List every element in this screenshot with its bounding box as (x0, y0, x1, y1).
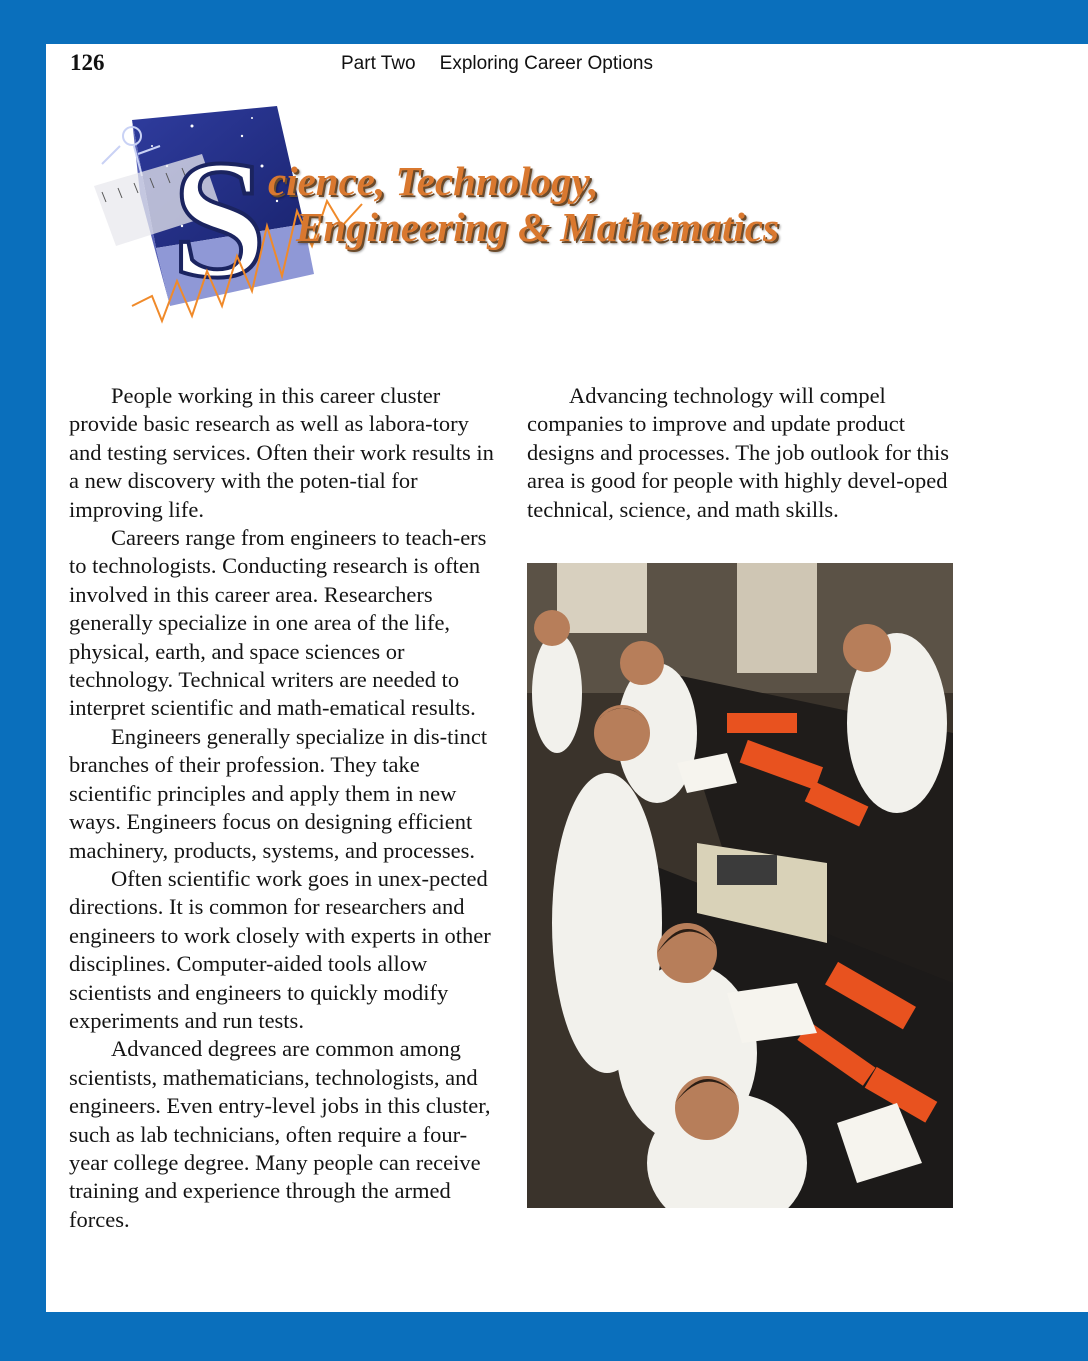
body-paragraph: Advancing technology will compel companies to improve and update product designs and processes. The job outlook for this area is good for people with highly devel-oped technical, science, and math skills. (527, 383, 950, 522)
left-column (69, 382, 501, 1234)
lab-photo (527, 563, 953, 1208)
chapter-title: Exploring Career Options (439, 53, 653, 74)
banner-title-line1: cience, Technology, (268, 158, 599, 204)
body-paragraph: People working in this career cluster provide basic research as well as labora-tory and testing services. Often their work results in a new discovery with the poten-tial for improving life. (69, 383, 494, 522)
body-paragraph: Engineers generally specialize in dis-tinct branches of their profession. They take scientific principles and apply them in new ways. Engineers focus on designing efficient machinery, products, systems, and processes. (69, 723, 488, 863)
body-paragraph: Often scientific work goes in unex-pected directions. It is common for researchers and engineers to work closely with experts in other disciplines. Computer-aided tools allow scientists and engineers to quickly modify experiments and run tests. (69, 865, 491, 1033)
page-header (46, 50, 1088, 78)
body-paragraph: Advanced degrees are common among scientists, mathematicians, technologists, and engineers. Even entry-level jobs in this cluster, such as lab technicians, often require a four-year college degree. Many people can receive training and experience through the armed forces. (69, 1036, 491, 1232)
part-label: Part Two (341, 53, 416, 74)
body-paragraph: Careers range from engineers to teach-ers to technologists. Conducting research is often involved in this career area. Researchers generally specialize in one area of the life, physical, earth, and space sciences or technology. Technical writers are needed to interpret scientific and math-ematical results. (69, 525, 487, 721)
page-number: 126 (70, 50, 105, 75)
page (46, 44, 1088, 1312)
logo-initial-s: S (172, 125, 267, 313)
lab-scene-illustration (527, 563, 953, 1208)
banner-title-line2: Engineering & Mathematics (296, 204, 779, 250)
banner-title (268, 158, 779, 250)
running-head (341, 53, 653, 75)
cluster-banner (72, 106, 779, 336)
right-column (527, 382, 967, 524)
